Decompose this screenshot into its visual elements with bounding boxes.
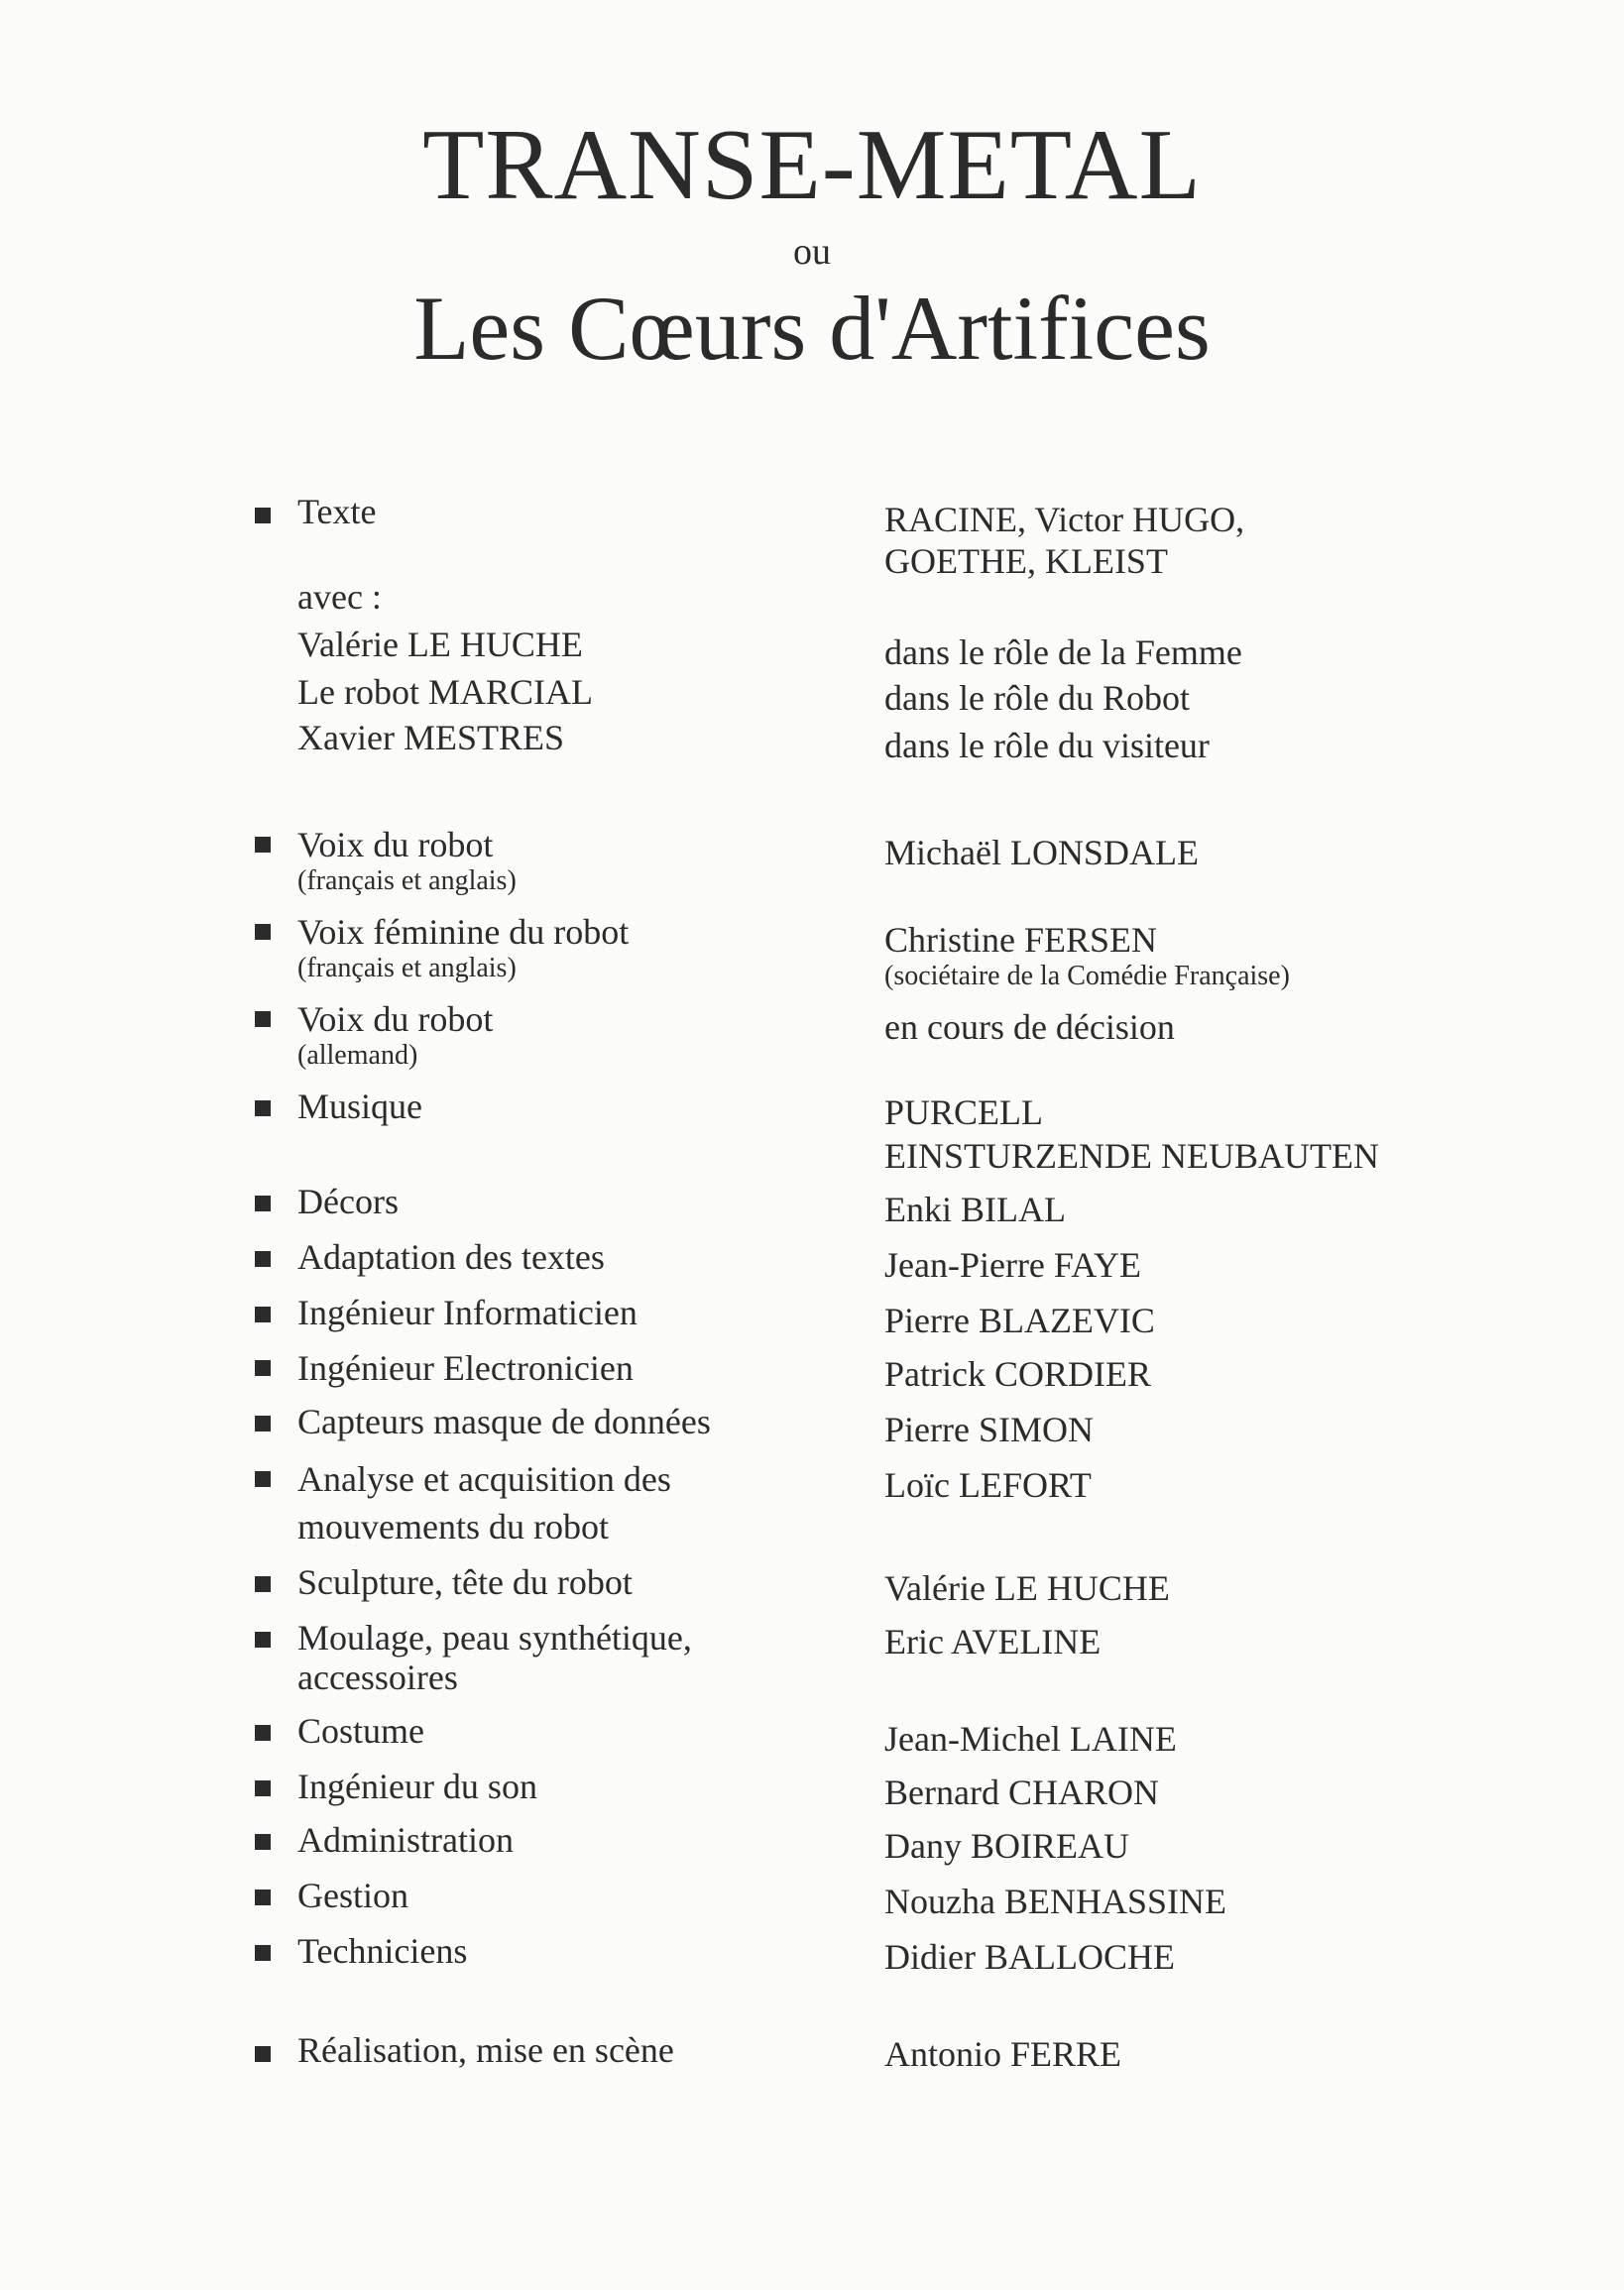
credit-name-musique-1: PURCELL	[884, 1092, 1044, 1132]
credit-role-son: Ingénieur du son	[297, 1767, 537, 1806]
bullet-icon	[255, 924, 271, 940]
title-conjunction: ou	[793, 231, 831, 273]
credit-name-texte-1: RACINE, Victor HUGO,	[884, 500, 1245, 539]
credit-name-informaticien: Pierre BLAZEVIC	[884, 1301, 1155, 1340]
bullet-icon	[255, 1725, 271, 1741]
credit-role-musique: Musique	[297, 1087, 422, 1126]
credit-role-administration: Administration	[297, 1820, 514, 1860]
bullet-icon	[255, 1632, 271, 1648]
bullet-icon	[255, 1780, 271, 1796]
bullet-icon	[255, 1360, 271, 1376]
bullet-icon	[255, 1576, 271, 1592]
bullet-icon	[255, 1307, 271, 1322]
credit-role-decors: Décors	[297, 1182, 399, 1221]
credit-role-texte: Texte	[297, 492, 377, 531]
bullet-icon	[255, 1416, 271, 1431]
cast-actor-2: Le robot MARCIAL	[297, 672, 593, 712]
credit-name-realisation: Antonio FERRE	[884, 2034, 1122, 2074]
credit-role-moulage-2: accessoires	[297, 1658, 458, 1697]
name-label: Christine FERSEN	[884, 920, 1158, 960]
credit-name-adaptation: Jean-Pierre FAYE	[884, 1245, 1141, 1285]
bullet-icon	[255, 1889, 271, 1905]
bullet-icon	[255, 1471, 271, 1487]
role-note: (français et anglais)	[297, 865, 517, 896]
credit-role-capteurs: Capteurs masque de données	[297, 1402, 711, 1441]
role-note: (français et anglais)	[297, 953, 517, 983]
credit-role-analyse-2: mouvements du robot	[297, 1507, 609, 1546]
role-label: Voix du robot	[297, 999, 494, 1039]
subtitle: Les Cœurs d'Artifices	[413, 278, 1211, 379]
bullet-icon	[255, 508, 271, 523]
credit-name-electronicien: Patrick CORDIER	[884, 1354, 1151, 1394]
credit-role-voix-allemand	[297, 997, 493, 1071]
bullet-icon	[255, 1834, 271, 1850]
cast-actor-1: Valérie LE HUCHE	[297, 625, 583, 664]
credit-role-voix-robot	[297, 823, 517, 896]
credit-role-adaptation: Adaptation des textes	[297, 1237, 605, 1277]
cast-actor-3: Xavier MESTRES	[297, 718, 564, 757]
credit-name-sculpture: Valérie LE HUCHE	[884, 1568, 1170, 1608]
role-label: Voix féminine du robot	[297, 912, 630, 952]
bullet-icon	[255, 1100, 271, 1116]
role-label: Voix du robot	[297, 825, 494, 864]
credit-role-realisation: Réalisation, mise en scène	[297, 2030, 674, 2070]
credit-name-musique-2: EINSTURZENDE NEUBAUTEN	[884, 1136, 1379, 1176]
bullet-icon	[255, 1945, 271, 1961]
credit-role-voix-feminine	[297, 910, 629, 983]
credit-name-voix-robot: Michaël LONSDALE	[884, 833, 1199, 872]
credit-name-capteurs: Pierre SIMON	[884, 1410, 1094, 1449]
credit-name-administration: Dany BOIREAU	[884, 1826, 1129, 1866]
cast-role-3: dans le rôle du visiteur	[884, 726, 1210, 765]
credit-name-gestion: Nouzha BENHASSINE	[884, 1882, 1226, 1921]
credit-role-electronicien: Ingénieur Electronicien	[297, 1348, 634, 1388]
credit-name-costume: Jean-Michel LAINE	[884, 1719, 1177, 1759]
credit-name-texte-2: GOETHE, KLEIST	[884, 541, 1168, 581]
bullet-icon	[255, 1196, 271, 1211]
credit-role-techniciens: Techniciens	[297, 1931, 468, 1971]
credit-name-son: Bernard CHARON	[884, 1773, 1159, 1812]
bullet-icon	[255, 837, 271, 853]
credit-role-moulage-1: Moulage, peau synthétique,	[297, 1618, 692, 1658]
cast-role-1: dans le rôle de la Femme	[884, 632, 1242, 672]
cast-role-2: dans le rôle du Robot	[884, 678, 1190, 718]
credit-role-costume: Costume	[297, 1711, 425, 1751]
credit-role-informaticien: Ingénieur Informaticien	[297, 1293, 638, 1332]
bullet-icon	[255, 1251, 271, 1267]
credit-name-analyse: Loïc LEFORT	[884, 1465, 1092, 1505]
credit-name-techniciens: Didier BALLOCHE	[884, 1937, 1175, 1977]
credit-name-voix-feminine	[884, 918, 1290, 991]
credit-name-moulage: Eric AVELINE	[884, 1622, 1102, 1661]
avec-label: avec :	[297, 577, 382, 617]
bullet-icon	[255, 2046, 271, 2062]
main-title: TRANSE-METAL	[422, 109, 1202, 221]
bullet-icon	[255, 1011, 271, 1027]
credit-name-voix-allemand: en cours de décision	[884, 1007, 1175, 1047]
credit-role-sculpture: Sculpture, tête du robot	[297, 1562, 633, 1602]
credit-name-decors: Enki BILAL	[884, 1190, 1066, 1229]
credit-role-gestion: Gestion	[297, 1876, 408, 1915]
role-note: (allemand)	[297, 1040, 418, 1071]
name-note: (sociétaire de la Comédie Française)	[884, 961, 1290, 991]
credit-role-analyse-1: Analyse et acquisition des	[297, 1459, 671, 1499]
